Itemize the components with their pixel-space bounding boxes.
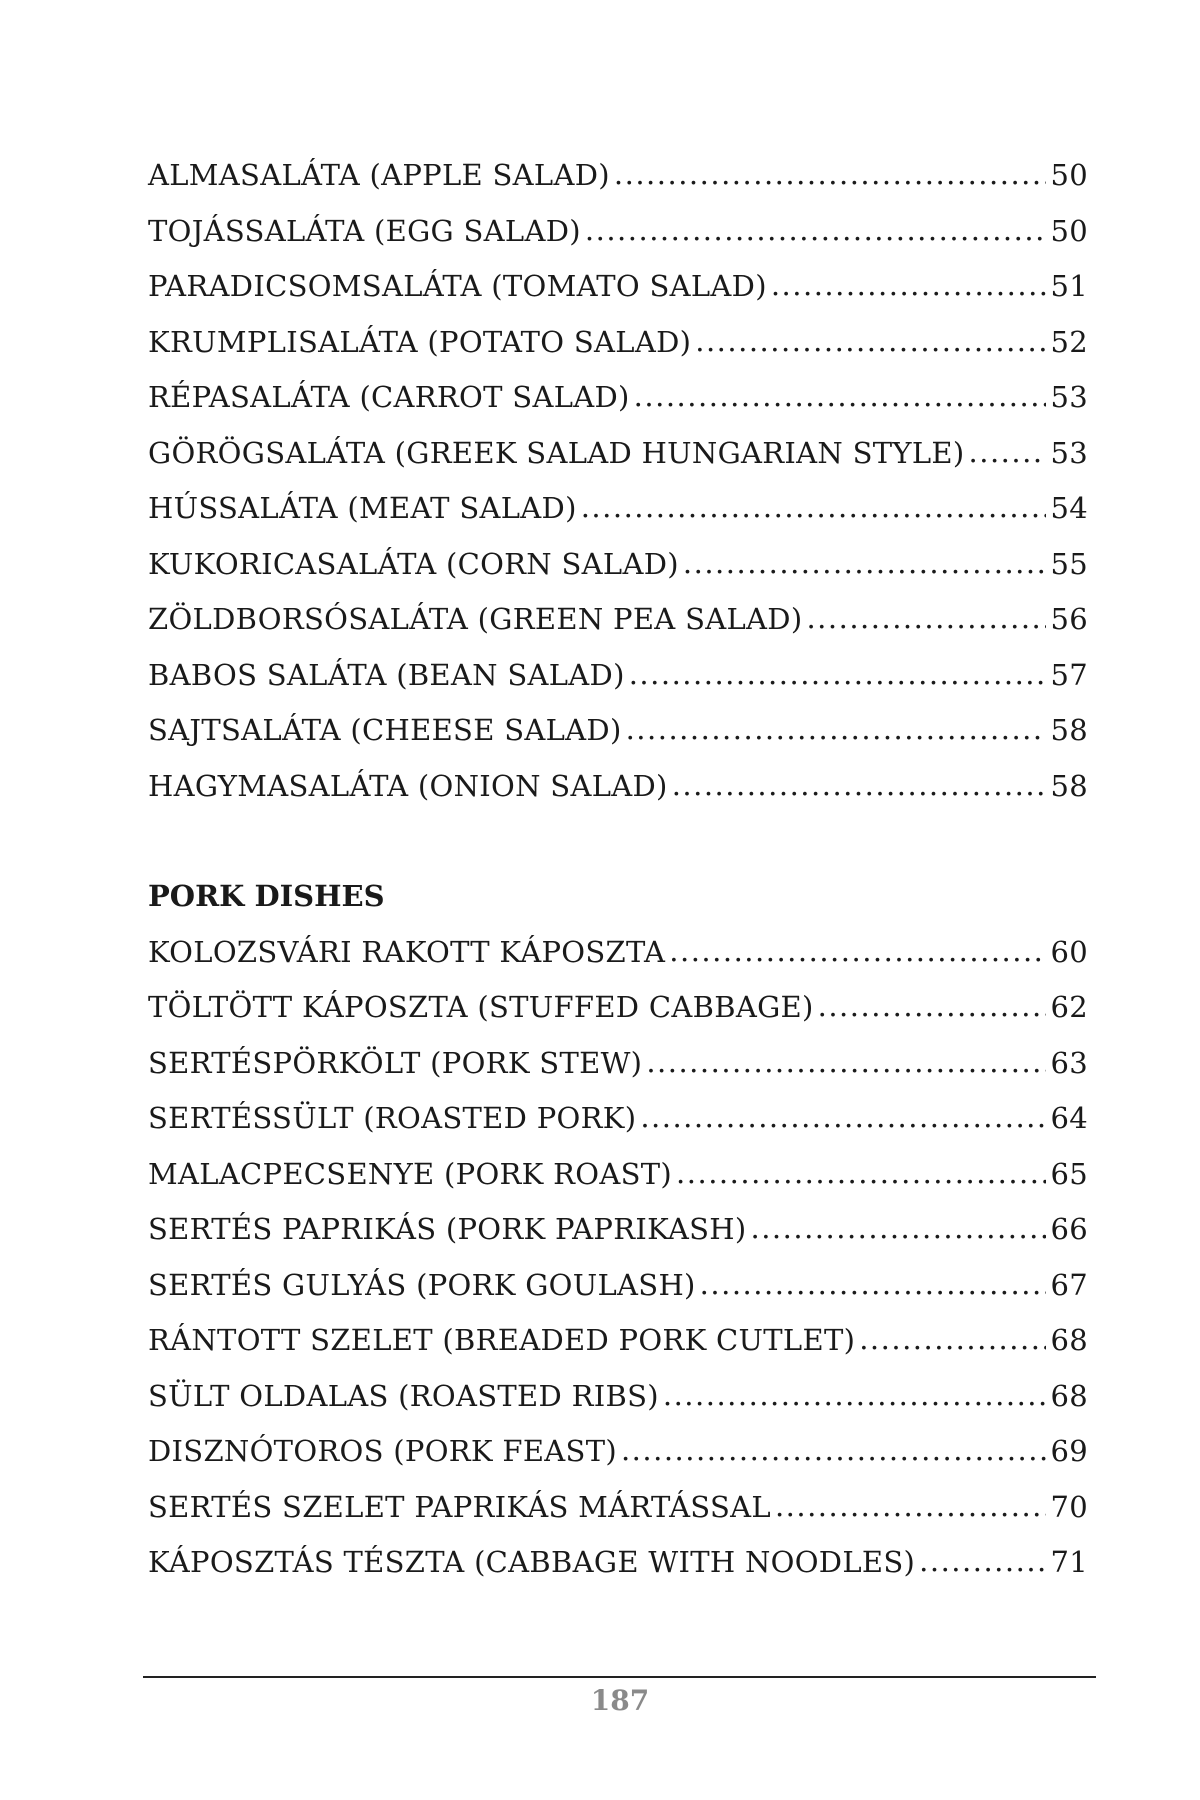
toc-entry: [148, 713, 1088, 769]
toc-entry: [148, 1046, 1088, 1102]
toc-entry-page: 57: [1050, 657, 1088, 692]
toc-entry: [148, 214, 1088, 270]
toc-entry: [148, 547, 1088, 603]
toc-entry-label: SÜLT OLDALAS (ROASTED RIBS): [148, 1378, 659, 1413]
toc-entry-label: SERTÉSSÜLT (ROASTED PORK): [148, 1101, 637, 1135]
toc-entry-page: 58: [1050, 768, 1088, 803]
toc-entry-label: KÁPOSZTÁS TÉSZTA (CABBAGE WITH NOODLES): [148, 1545, 916, 1579]
toc-entry-page: 52: [1050, 324, 1088, 359]
dot-leader: [581, 490, 1047, 524]
toc-entry: [148, 1545, 1088, 1601]
toc-entry: [148, 1379, 1088, 1435]
toc-entry-label: ALMASALÁTA (APPLE SALAD): [148, 158, 610, 192]
toc-entry-label: SERTÉSPÖRKÖLT (PORK STEW): [148, 1045, 643, 1080]
toc-entry-page: 58: [1050, 713, 1088, 747]
toc-entry: [148, 602, 1088, 658]
toc-entry: [148, 325, 1088, 381]
toc-entry-page: 70: [1050, 1489, 1088, 1524]
toc-entry-label: MALACPECSENYE (PORK ROAST): [148, 1156, 673, 1191]
toc-entry: [148, 491, 1088, 547]
dot-leader: [969, 435, 1047, 469]
toc-entry-page: 62: [1050, 990, 1088, 1024]
toc-entry: [148, 1323, 1088, 1379]
toc-entry: [148, 1268, 1088, 1324]
toc-entry-page: 54: [1050, 491, 1088, 525]
toc-entry-label: TÖLTÖTT KÁPOSZTA (STUFFED CABBAGE): [148, 990, 814, 1024]
dot-leader: [751, 1211, 1047, 1245]
toc-entry-page: 68: [1050, 1378, 1088, 1413]
toc-entry: [148, 1101, 1088, 1157]
toc-entry-page: 67: [1050, 1267, 1088, 1302]
dot-leader: [669, 934, 1046, 968]
dot-leader: [621, 1433, 1047, 1467]
toc-entry-label: ZÖLDBORSÓSALÁTA (GREEN PEA SALAD): [148, 602, 803, 636]
toc-entry: [148, 1434, 1088, 1490]
dot-leader: [626, 712, 1047, 746]
toc-entry: [148, 935, 1088, 991]
toc-entry-page: 51: [1050, 269, 1088, 303]
toc-entry-label: KRUMPLISALÁTA (POTATO SALAD): [148, 324, 692, 359]
section-heading-pork-dishes: PORK DISHES: [148, 879, 385, 913]
toc-entry-page: 64: [1050, 1101, 1088, 1135]
toc-entry-page: 69: [1050, 1434, 1088, 1468]
toc-entry: [148, 1157, 1088, 1213]
dot-leader: [614, 157, 1047, 191]
toc-entry-label: TOJÁSSALÁTA (EGG SALAD): [148, 213, 581, 248]
toc-entry-label: SERTÉS GULYÁS (PORK GOULASH): [148, 1267, 696, 1302]
toc-entry-page: 60: [1050, 934, 1088, 969]
dot-leader: [676, 1156, 1046, 1190]
toc-entry: [148, 1212, 1088, 1268]
toc-entry-label: RÁNTOTT SZELET (BREADED PORK CUTLET): [148, 1323, 856, 1357]
dot-leader: [695, 324, 1046, 358]
toc-entry-label: GÖRÖGSALÁTA (GREEK SALAD HUNGARIAN STYLE): [148, 435, 965, 470]
toc-entry-label: HAGYMASALÁTA (ONION SALAD): [148, 768, 668, 803]
dot-leader: [700, 1267, 1047, 1301]
dot-leader: [859, 1322, 1046, 1356]
toc-entry: [148, 436, 1088, 492]
dot-leader: [818, 989, 1047, 1023]
toc-entry-page: 63: [1050, 1045, 1088, 1080]
dot-leader: [640, 1100, 1046, 1134]
toc-entry: [148, 158, 1088, 214]
toc-entry-label: KUKORICASALÁTA (CORN SALAD): [148, 546, 679, 581]
toc-entry-page: 50: [1050, 213, 1088, 248]
toc-entry-label: KOLOZSVÁRI RAKOTT KÁPOSZTA: [148, 934, 666, 969]
page-number: 187: [590, 1684, 650, 1717]
dot-leader: [919, 1544, 1046, 1578]
dot-leader: [634, 379, 1047, 413]
toc-entry-page: 56: [1050, 602, 1088, 636]
dot-leader: [672, 768, 1047, 802]
dot-leader: [771, 268, 1047, 302]
toc-entry-page: 71: [1050, 1545, 1088, 1579]
table-of-contents: [148, 158, 1088, 1601]
dot-leader: [806, 601, 1046, 635]
toc-entry: [148, 769, 1088, 825]
dot-leader: [629, 657, 1047, 691]
toc-entry-page: 68: [1050, 1323, 1088, 1357]
toc-entry: [148, 269, 1088, 325]
toc-entry-label: BABOS SALÁTA (BEAN SALAD): [148, 657, 625, 692]
dot-leader: [646, 1045, 1046, 1079]
toc-entry-page: 66: [1050, 1212, 1088, 1246]
toc-entry-label: DISZNÓTOROS (PORK FEAST): [148, 1434, 617, 1468]
toc-entry-label: SERTÉS SZELET PAPRIKÁS MÁRTÁSSAL: [148, 1489, 771, 1524]
toc-entry: [148, 990, 1088, 1046]
toc-entry-page: 53: [1050, 380, 1088, 414]
toc-entry-page: 53: [1050, 435, 1088, 470]
toc-entry: [148, 380, 1088, 436]
toc-entry-page: 65: [1050, 1156, 1088, 1191]
footer-divider: [143, 1676, 1096, 1678]
toc-entry: [148, 1490, 1088, 1546]
toc-entry-label: SAJTSALÁTA (CHEESE SALAD): [148, 713, 622, 747]
toc-entry-label: PARADICSOMSALÁTA (TOMATO SALAD): [148, 269, 767, 303]
toc-entry-label: SERTÉS PAPRIKÁS (PORK PAPRIKASH): [148, 1212, 747, 1246]
toc-entry-page: 50: [1050, 158, 1088, 192]
dot-leader: [585, 213, 1047, 247]
dot-leader: [663, 1378, 1047, 1412]
toc-entry-label: HÚSSALÁTA (MEAT SALAD): [148, 491, 577, 525]
toc-entry-page: 55: [1050, 546, 1088, 581]
toc-entry-label: RÉPASALÁTA (CARROT SALAD): [148, 380, 630, 414]
toc-entry: [148, 658, 1088, 714]
dot-leader: [775, 1489, 1047, 1523]
dot-leader: [683, 546, 1047, 580]
